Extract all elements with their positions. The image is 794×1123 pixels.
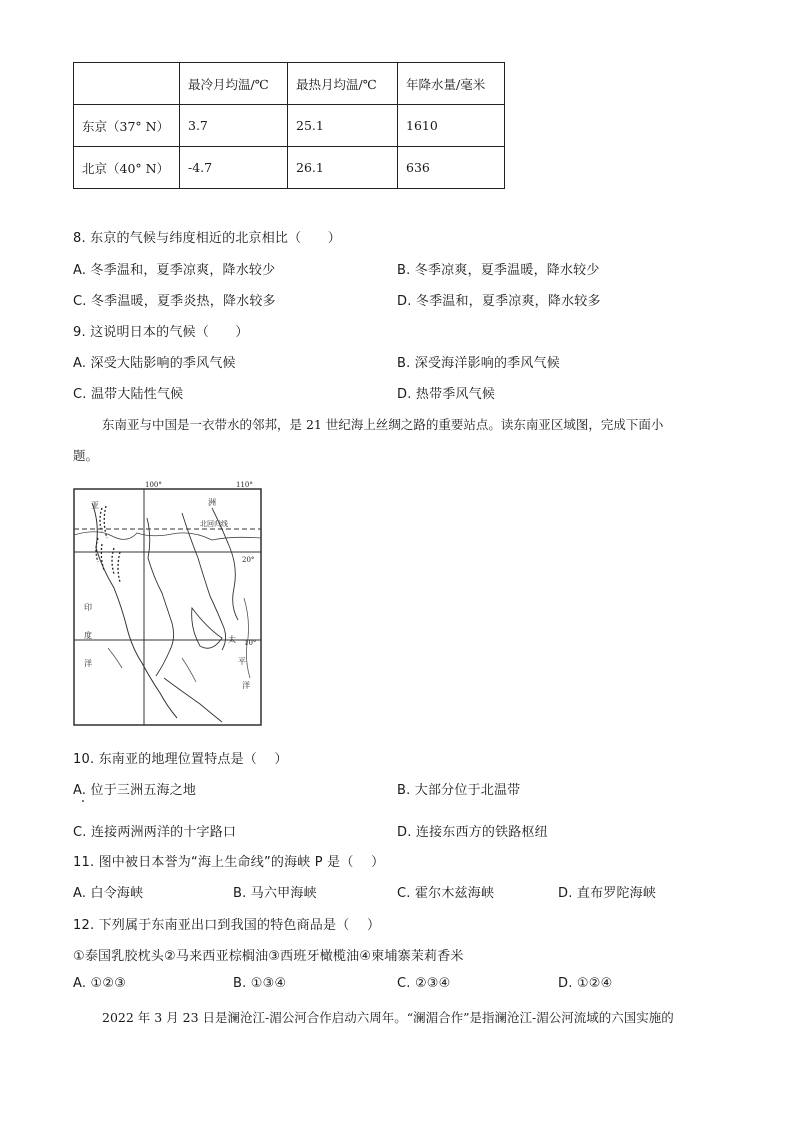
question-12-stem: 12. 下列属于东南亚出口到我国的特色商品是（ ） bbox=[73, 918, 381, 933]
question-10-option-d[interactable]: D. 连接东西方的铁路枢纽 bbox=[397, 825, 548, 840]
table-row bbox=[74, 147, 505, 189]
question-8-option-c[interactable]: C. 冬季温暖，夏季炎热，降水较多 bbox=[73, 294, 276, 309]
table-cell: 1610 bbox=[398, 105, 505, 147]
table-cell: 26.1 bbox=[288, 147, 398, 189]
map-label-lon-110: 110° bbox=[236, 481, 253, 489]
table-header-cell: 年降水量/毫米 bbox=[398, 63, 505, 105]
question-9-option-d[interactable]: D. 热带季风气候 bbox=[397, 387, 496, 402]
question-11-option-a[interactable]: A. 白令海峡 bbox=[73, 886, 144, 901]
map-label-lat-20: 20° bbox=[242, 556, 255, 564]
question-9-option-c[interactable]: C. 温带大陆性气候 bbox=[73, 387, 184, 402]
map-label-tai: 太 bbox=[228, 635, 236, 644]
table-header-cell: 最热月均温/℃ bbox=[288, 63, 398, 105]
question-12-option-a[interactable]: A. ①②③ bbox=[73, 976, 127, 991]
table-row bbox=[74, 105, 505, 147]
question-11-option-d[interactable]: D. 直布罗陀海峡 bbox=[558, 886, 657, 901]
question-8-option-a[interactable]: A. 冬季温和，夏季凉爽，降水较少 bbox=[73, 263, 276, 278]
question-12-option-c[interactable]: C. ②③④ bbox=[397, 976, 451, 991]
map-label-lon-100: 100° bbox=[145, 481, 162, 489]
table-cell: 北京（40° N） bbox=[74, 147, 180, 189]
question-11-option-b[interactable]: B. 马六甲海峡 bbox=[233, 886, 317, 901]
climate-table bbox=[73, 62, 505, 189]
intro-paragraph-mekong: 2022 年 3 月 23 日是澜沧江-湄公河合作启动六周年。“澜湄合作”是指澜沧江-湄公河流域的六国实施的 bbox=[102, 1010, 674, 1025]
table-header-cell bbox=[74, 63, 180, 105]
question-12-items: ①泰国乳胶枕头②马来西亚棕榈油③西班牙橄榄油④柬埔寨茉莉香米 bbox=[73, 949, 464, 964]
question-10-option-a[interactable]: A. 位于三洲五海之地 bbox=[73, 783, 197, 798]
question-10-option-c[interactable]: C. 连接两洲两洋的十字路口 bbox=[73, 825, 237, 840]
table-cell: 3.7 bbox=[180, 105, 288, 147]
stray-dot bbox=[82, 800, 84, 802]
map-label-ping: 平 bbox=[238, 657, 246, 666]
table-header-row bbox=[74, 63, 505, 105]
question-9-stem: 9. 这说明日本的气候（ ） bbox=[73, 325, 249, 340]
question-8-option-b[interactable]: B. 冬季凉爽，夏季温暖，降水较少 bbox=[397, 263, 600, 278]
map-label-zhou: 洲 bbox=[208, 498, 216, 507]
map-label-lat-10: 10° bbox=[244, 639, 257, 647]
map-label-yang-indian: 洋 bbox=[84, 659, 92, 668]
question-12-option-d[interactable]: D. ①②④ bbox=[558, 976, 613, 991]
table-header-cell: 最冷月均温/℃ bbox=[180, 63, 288, 105]
intro-paragraph-line-2: 题。 bbox=[73, 448, 99, 463]
map-label-du: 度 bbox=[84, 631, 92, 640]
question-9-option-a[interactable]: A. 深受大陆影响的季风气候 bbox=[73, 356, 236, 371]
question-11-stem: 11. 图中被日本誉为“海上生命线”的海峡 P 是（ ） bbox=[73, 855, 385, 870]
question-10-option-b[interactable]: B. 大部分位于北温带 bbox=[397, 783, 521, 798]
southeast-asia-map bbox=[72, 478, 267, 728]
question-12-option-b[interactable]: B. ①③④ bbox=[233, 976, 287, 991]
question-8-stem: 8. 东京的气候与纬度相近的北京相比（ ） bbox=[73, 231, 341, 246]
table-cell: 东京（37° N） bbox=[74, 105, 180, 147]
question-9-option-b[interactable]: B. 深受海洋影响的季风气候 bbox=[397, 356, 560, 371]
question-10-stem: 10. 东南亚的地理位置特点是（ ） bbox=[73, 752, 288, 767]
map-label-tropic: 北回归线 bbox=[200, 520, 228, 528]
table-cell: 25.1 bbox=[288, 105, 398, 147]
intro-paragraph-line-1: 东南亚与中国是一衣带水的邻邦，是 21 世纪海上丝绸之路的重要站点。读东南亚区域图，完成下面小 bbox=[102, 417, 664, 432]
question-11-option-c[interactable]: C. 霍尔木兹海峡 bbox=[397, 886, 495, 901]
map-label-ya: 亚 bbox=[91, 501, 99, 510]
table-cell: 636 bbox=[398, 147, 505, 189]
map-label-yin: 印 bbox=[84, 603, 92, 612]
question-8-option-d[interactable]: D. 冬季温和，夏季凉爽，降水较多 bbox=[397, 294, 601, 309]
table-cell: -4.7 bbox=[180, 147, 288, 189]
map-label-yang-pacific: 洋 bbox=[242, 681, 250, 690]
